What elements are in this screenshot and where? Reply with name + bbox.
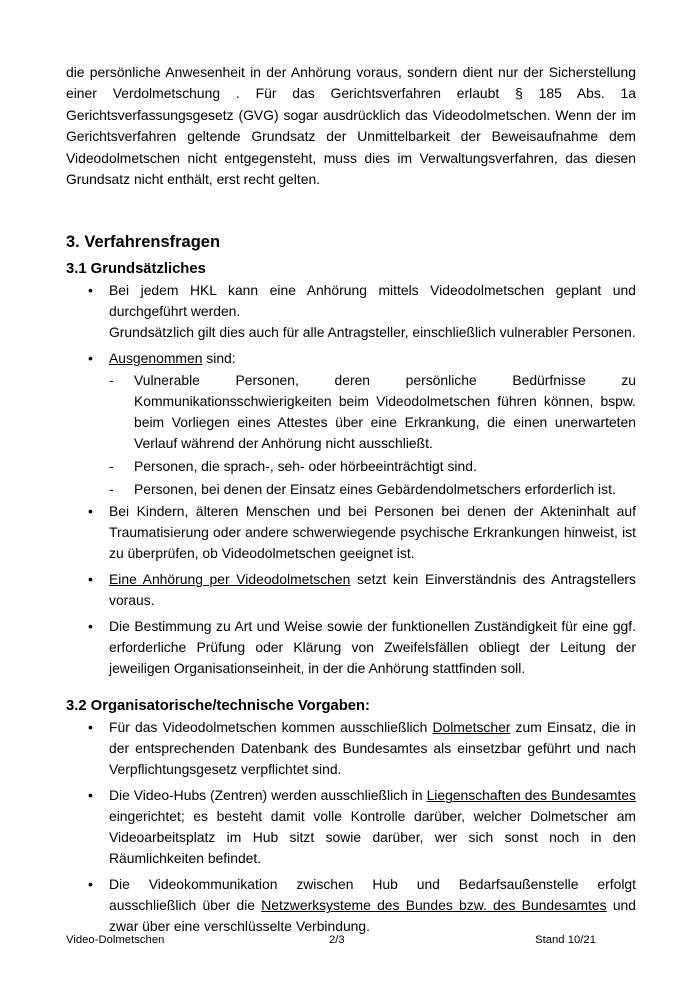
footer-date: Stand 10/21 xyxy=(535,934,596,946)
list-item: - Vulnerable Personen, deren persönliche Bedürfnisse zu Kommunikationsschwierigkeiten beim Videodolmetschen führen können, bspw. beim Vorliegen eines Attestes über eine Erkrankung, die einen unerwarteten Verlauf während der Anhörung nicht ausschließt. xyxy=(109,370,636,454)
list-item: • Die Bestimmung zu Art und Weise sowie der funktionellen Zuständigkeit für eine ggf. erforderliche Prüfung oder Klärung von Zweifelsfällen obliegt der Leitung der jeweiligen Organisationseinheit, in der die Anhörung stattfinden soll. xyxy=(66,616,636,679)
list-item xyxy=(66,348,636,500)
page-number: 2/3 xyxy=(329,934,345,946)
list-item: • Die Video-Hubs (Zentren) werden ausschließlich in Liegenschaften des Bundesamtes eingerichtet; es besteht damit volle Kontrolle darüber, welcher Dolmetscher am Videoarbeitsplatz im Hub sitzt sowie darüber, wer sich sonst noch in den Räumlichkeiten befindet. xyxy=(66,785,636,869)
bullet-text: Grundsätzlich gilt dies auch für alle Antragsteller, einschließlich vulnerabler Personen. xyxy=(109,324,636,341)
underlined-text: Ausgenommen xyxy=(109,350,203,367)
section-heading-3: 3. Verfahrensfragen xyxy=(66,233,221,252)
underlined-text: Netzwerksysteme des Bundes bzw. des Bundesamtes xyxy=(261,897,607,914)
list-item: • Die Videokommunikation zwischen Hub und Bedarfsaußenstelle erfolgt ausschließlich über die Netzwerksysteme des Bundes bzw. des Bundesamtes und zwar über eine verschlüsselte Verbindung. xyxy=(66,874,636,937)
bullet-text: • Bei jedem HKL kann eine Anhörung mittels Videodolmetschen geplant und durchgeführt werden. xyxy=(109,282,636,320)
list-item: • Für das Videodolmetschen kommen ausschließlich Dolmetscher zum Einsatz, die in der entsprechenden Datenbank des Bundesamtes als einsetzbar geführt und nach Verpflichtungsgesetz verpflichtet sind. xyxy=(66,717,636,780)
underlined-text: Liegenschaften des Bundesamtes xyxy=(426,787,637,804)
exceptions-label: Ausgenommen sind: xyxy=(109,350,236,367)
list-item xyxy=(66,280,636,343)
list-item: - Personen, bei denen der Einsatz eines Gebärdendolmetschers erforderlich ist. xyxy=(109,479,636,500)
subsection-heading-3-2: 3.2 Organisatorische/technische Vorgaben: xyxy=(66,698,370,715)
page-footer xyxy=(66,934,636,950)
subsection-heading-3-1: 3.1 Grundsätzliches xyxy=(66,261,206,278)
intro-paragraph: die persönliche Anwesenheit in der Anhörung voraus, sondern dient nur der Sicherstellung einer Verdolmetschung . Für das Gerichtsverfahren erlaubt § 185 Abs. 1a Gerichtsverfassungsgesetz (GVG) sogar ausdrücklich das Videodolmetschen. Wenn der im Gerichtsverfahren geltende Grundsatz der Unmittelbarkeit der Beweisaufnahme dem Videodolmetschen nicht entgegensteht, muss dies im Verwaltungsverfahren, das diesen Grundsatz nicht enthält, erst recht gelten. xyxy=(66,64,636,188)
document-page xyxy=(66,62,636,937)
bullet-list-3-2 xyxy=(66,717,636,937)
list-item: • Bei Kindern, älteren Menschen und bei Personen bei denen der Akteninhalt auf Traumatisierung oder andere schwerwiegende psychische Erkrankungen hinweist, ist zu überprüfen, ob Videodolmetschen geeignet ist. xyxy=(66,501,636,564)
underlined-text: Dolmetscher xyxy=(432,719,511,736)
exceptions-list xyxy=(109,370,636,500)
bullet-list-3-1 xyxy=(66,280,636,679)
footer-title: Video-Dolmetschen xyxy=(66,934,165,946)
underlined-text: Eine Anhörung per Videodolmetschen xyxy=(109,571,351,588)
list-item: - Personen, die sprach-, seh- oder hörbeeinträchtigt sind. xyxy=(109,456,636,477)
list-item: • Eine Anhörung per Videodolmetschen setzt kein Einverständnis des Antragstellers voraus. xyxy=(66,569,636,611)
